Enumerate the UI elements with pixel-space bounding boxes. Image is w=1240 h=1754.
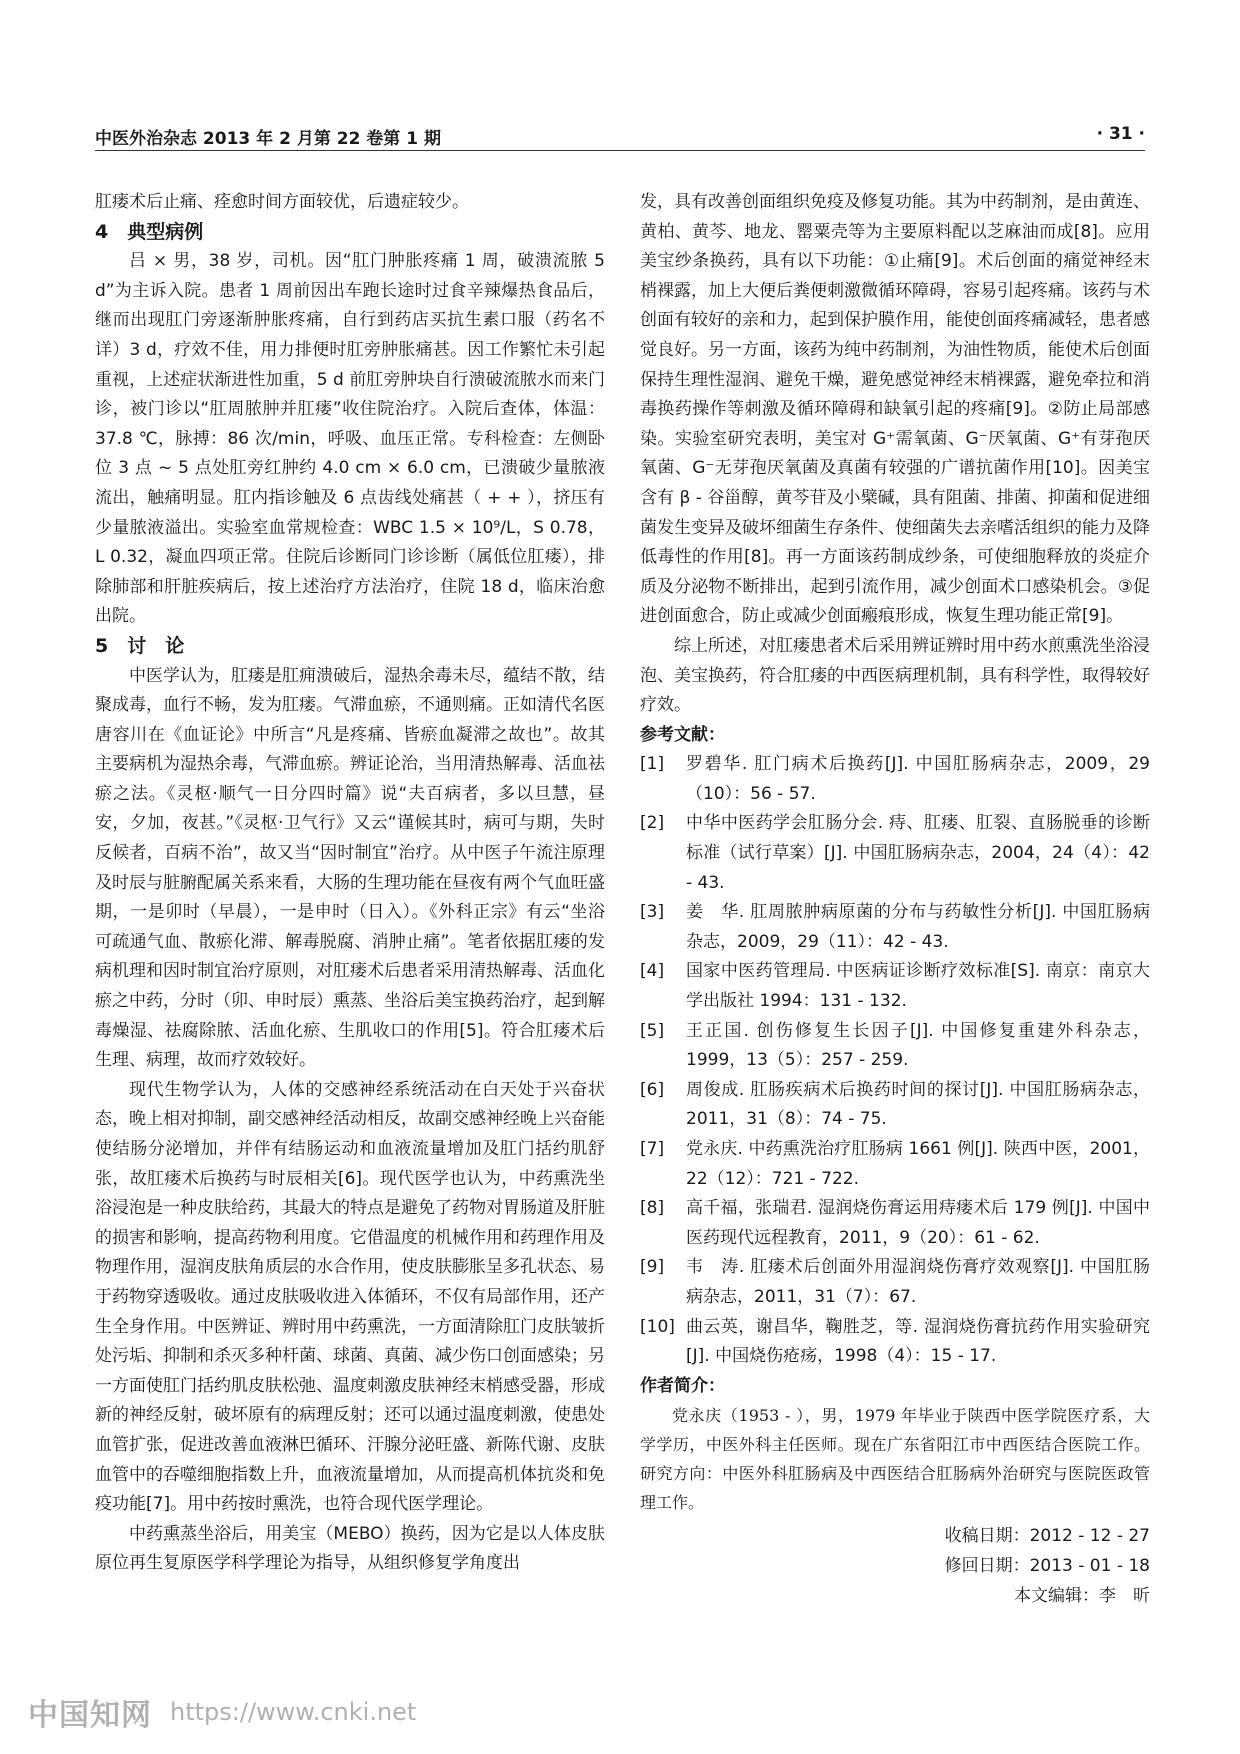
article-dates [640,1521,1150,1611]
reference-number: [3] [640,902,665,923]
section-heading: 5 讨 论 [95,634,185,657]
page-number: · 31 · [1096,124,1145,144]
journal-info: 中医外治杂志 2013 年 2 月第 22 卷第 1 期 [95,129,441,149]
author-bio: 党永庆（1953 - ），男，1979 年毕业于陕西中医学院医疗系，大学学历，中医外科主任医师。现在广东省阳江市中西医结合医院工作。研究方向：中医外科肛肠病及中西医结合肛肠病外治研究与医院医政管理工作。 [640,1406,1150,1513]
reference-text: 中华中医药学会肛肠分会. 痔、肛瘘、肛裂、直肠脱垂的诊断标准（试行草案）[J]. 中国肛肠病杂志，2004，24（4）：42 - 43. [686,813,1150,893]
reference-text: 周俊成. 肛肠疾病术后换药时间的探讨[J]. 中国肛肠病杂志，2011，31（8）：74 - 75. [686,1079,1150,1130]
conclusion: 综上所述，对肛瘘患者术后采用辨证辨时用中药水煎熏洗坐浴浸泡、美宝换药，符合肛瘘的中西医病理机制，具有科学性，取得较好疗效。 [640,635,1150,716]
reference-item [640,898,1150,957]
case-report: 吕 × 男，38 岁，司机。因“肛门肿胀疼痛 1 周，破溃流脓 5 d”为主诉入院。患者 1 周前因出车跑长途时过食辛辣爆热食品后，继而出现肛门旁逐渐肿胀疼痛，自行到药店买抗生素口服（药名不详）3 d，疗效不佳，用力排便时肛旁肿胀痛甚。因工作繁忙未引起重视，上述症状渐进性加重，5 d 前肛旁肿块自行溃破流脓水而来门诊，被门诊以“肛周脓肿并肛瘘”收住院治疗。入院后查体，体温：37.8 ℃，脉搏：86 次/min，呼吸、血压正常。专科检查：左侧卧位 3 点 ~ 5 点处肛旁红肿约 4.0 cm × 6.0 cm，已溃破少量脓液流出，触痛明显。肛内指诊触及 6 点齿线处痛甚（ + + ），挤压有少量脓液溢出。实验室血常规检查：WBC 1.5 × 10⁹/L，S 0.78，L 0.32，凝血四项正常。住院后诊断同门诊诊断（属低位肛瘘），排除肺部和肝脏疾病后，按上述治疗方法治疗，住院 18 d，临床治愈出院。 [95,251,605,627]
references-title: 参考文献： [640,724,725,745]
reference-text: 韦 涛. 肛瘘术后创面外用湿润烧伤膏疗效观察[J]. 中国肛肠病杂志，2011，31（7）：67. [686,1257,1150,1307]
reference-number: [7] [640,1139,665,1159]
reference-number: [2] [640,813,665,834]
revised-date: 修回日期：2013 - 01 - 18 [944,1556,1150,1577]
paragraph: 现代生物学认为，人体的交感神经系统活动在白天处于兴奋状态，晚上相对抑制，副交感神经活动相反，故副交感神经晚上兴奋能使结肠分泌增加，并伴有结肠运动和血液流量增加及肛门括约肌舒张，故肛瘘术后换药与时辰相关[6]。现代医学也认为，中药熏洗坐浴浸泡是一种皮肤给药，其最大的特点是避免了药物对胃肠道及肝脏的损害和影响，提高药物利用度。它借温度的机械作用和药理作用及物理作用，湿润皮肤角质层的水合作用，使皮肤膨胀呈多孔状态、易于药物穿透吸收。通过皮肤吸收进入体循环，不仅有局部作用，还产生全身作用。中医辨证、辨时用中药熏洗，一方面清除肛门皮肤皱折处污垢、抑制和杀灭多种杆菌、球菌、真菌、减少伤口创面感染；另一方面使肛门括约肌皮肤松弛、温度刺激皮肤神经末梢感受器，形成新的神经反射，破坏原有的病理反射；还可以通过温度刺激，使患处血管扩张，促进改善血液淋巴循环、汗腺分泌旺盛、新陈代谢、皮肤血管中的吞噬细胞指数上升，血液流量增加，从而提高机体抗炎和免疫功能[7]。用中药按时熏洗，也符合现代医学理论。 [95,1079,605,1515]
right-column [640,188,1150,1611]
reference-item [640,1076,1150,1135]
reference-number: [9] [640,1257,665,1278]
reference-text: 姜 华. 肛周脓肿病原菌的分布与药敏性分析[J]. 中国肛肠病杂志，2009，29（11）：42 - 43. [686,902,1150,952]
header-rule [95,150,1145,151]
paragraph: 中医学认为，肛瘘是肛痈溃破后，湿热余毒未尽，蕴结不散，结聚成毒，血行不畅，发为肛瘘。气滞血瘀，不通则痛。正如清代名医唐容川在《血证论》中所言“凡是疼痛、皆瘀血凝滞之故也”。故其主要病机为湿热余毒，气滞血瘀。辨证论治，当用清热解毒、活血祛瘀之法。《灵枢·顺气一日分四时篇》说“夫百病者，多以旦慧，昼安，夕加，夜甚。”《灵枢·卫气行》又云“谨候其时，病可与期，失时反候者，百病不治”，故又当“因时制宜”治疗。从中医子午流注原理及时辰与脏腑配属关系来看，大肠的生理功能在昼夜有两个气血旺盛期，一是卯时（早晨），一是申时（日入）。《外科正宗》有云“坐浴可疏通气血、散瘀化滞、解毒脱腐、消肿止痛”。笔者依据肛瘘的发病机理和因时制宜治疗原则，对肛瘘术后患者采用清热解毒、活血化瘀之中药，分时（卯、申时辰）熏蒸、坐浴后美宝换药治疗，起到解毒燥湿、祛腐除脓、活血化瘀、生肌收口的作用[5]。符合肛瘘术后生理、病理，故而疗效较好。 [95,665,605,1071]
reference-text: 王正国. 创伤修复生长因子[J]. 中国修复重建外科杂志，1999，13（5）：257 - 259. [686,1020,1150,1071]
reference-text: 罗碧华. 肛门病术后换药[J]. 中国肛肠病杂志，2009，29（10）：56 - 57. [686,754,1150,804]
reference-item [640,957,1150,1016]
author-bio-title: 作者简介： [640,1375,725,1396]
reference-text: 曲云英，谢昌华，鞠胜芝，等. 湿润烧伤膏抗药作用实验研究[J]. 中国烧伤疮疡，1998（4）：15 - 17. [686,1316,1150,1367]
reference-item [640,1313,1150,1372]
reference-item [640,1017,1150,1076]
received-date: 收稿日期：2012 - 12 - 27 [944,1526,1150,1547]
cnki-url[interactable]: https://www.cnki.net [170,1698,417,1726]
reference-text: 国家中医药管理局. 中医病证诊断疗效标准[S]. 南京：南京大学出版社 1994：131 - 132. [686,961,1150,1012]
left-column [95,188,605,1579]
watermark-footer [28,1690,416,1734]
editor: 本文编辑：李 昕 [1014,1586,1150,1607]
reference-text: 党永庆. 中药熏洗治疗肛肠病 1661 例[J]. 陕西中医，2001，22（12）：721 - 722. [686,1139,1150,1189]
cnki-logo: 中国知网 [28,1698,152,1733]
reference-item [640,809,1150,898]
section-heading: 4 典型病例 [95,220,204,243]
reference-number: [6] [640,1079,665,1100]
paragraph: 肛瘘术后止痛、痊愈时间方面较优，后遗症较少。 [95,192,469,212]
paragraph: 发，具有改善创面组织免疫及修复功能。其为中药制剂，是由黄连、黄柏、黄芩、地龙、罂粟壳等为主要原料配以芝麻油而成[8]。应用美宝纱条换药，具有以下功能：①止痛[9]。术后创面的痛觉神经末梢裸露，加上大便后粪便刺激微循环障碍，容易引起疼痛。该药与术创面有较好的亲和力，起到保护膜作用，能使创面疼痛减轻，患者感觉良好。另一方面，该药为纯中药制剂，为油性物质，能使术后创面保持生理性湿润、避免干燥，避免感觉神经末梢裸露，避免牵拉和消毒换药操作等刺激及循环障碍和缺氧引起的疼痛[9]。②防止局部感染。实验室研究表明，美宝对 G⁺需氧菌、G⁻厌氧菌、G⁺有芽孢厌氧菌、G⁻无芽孢厌氧菌及真菌有较强的广谱抗菌作用[10]。因美宝含有 β - 谷甾醇，黄芩苷及小檗碱，具有阻菌、排菌、抑菌和促进细菌发生变异及破坏细菌生存条件、使细菌失去亲嗜活组织的能力及降低毒性的作用[8]。再一方面该药制成纱条，可使细胞释放的炎症介质及分泌物不断排出，起到引流作用，减少创面术口感染机会。③促进创面愈合，防止或减少创面瘢痕形成，恢复生理功能正常[9]。 [640,192,1150,627]
reference-item [640,1135,1150,1194]
reference-number: [1] [640,754,665,775]
reference-text: 高千福，张瑞君. 湿润烧伤膏运用痔瘘术后 179 例[J]. 中国中医药现代远程教育，2011，9（20）：61 - 62. [686,1198,1150,1248]
reference-item [640,750,1150,809]
reference-number: [8] [640,1198,665,1219]
reference-number: [4] [640,961,665,982]
paragraph: 中药熏蒸坐浴后，用美宝（MEBO）换药，因为它是以人体皮肤原位再生复原医学科学理论为指导，从组织修复学角度出 [95,1523,605,1574]
reference-number: [10] [640,1316,675,1337]
reference-list [640,750,1150,1371]
reference-item [640,1194,1150,1253]
reference-item [640,1253,1150,1312]
reference-number: [5] [640,1020,665,1041]
